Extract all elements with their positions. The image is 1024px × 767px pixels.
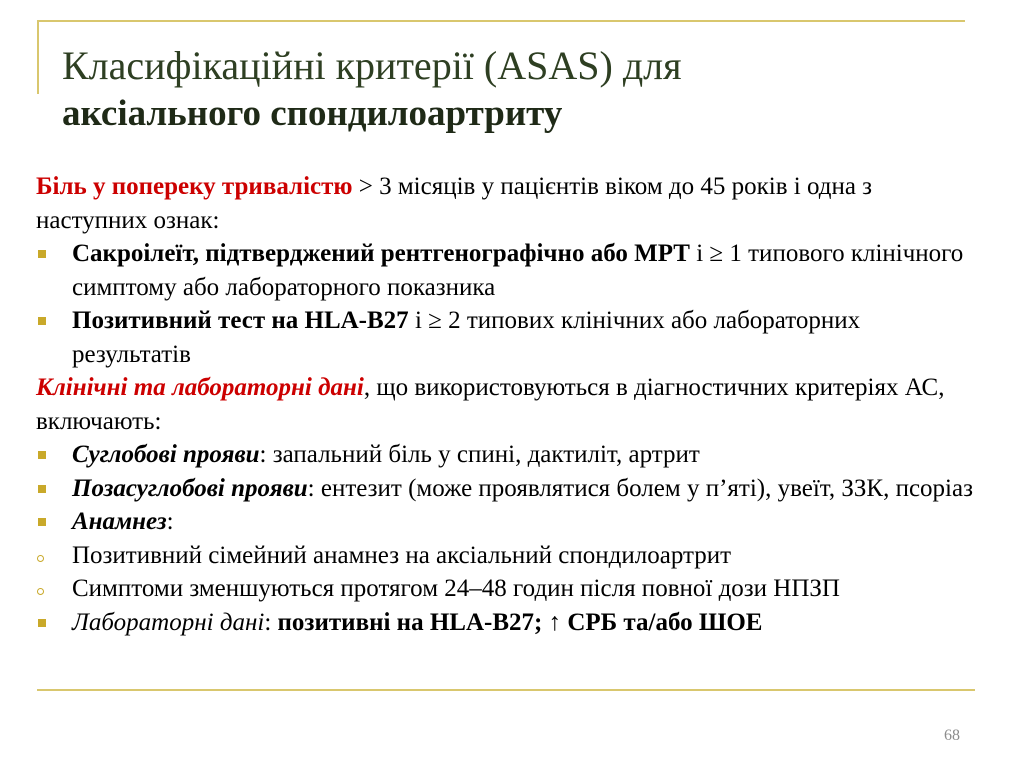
- clinical-data-highlight: Клінічні та лабораторні дані: [36, 374, 364, 401]
- slide-title: [62, 42, 682, 138]
- frame-top-line: [37, 20, 965, 22]
- frame-left-line: [37, 20, 39, 94]
- frame-bottom-line: [37, 689, 975, 691]
- sub-item-nsaid-response: [36, 572, 981, 606]
- item-text: Симптоми зменшуються протягом 24–48 годин після повної дози НПЗП: [72, 575, 840, 602]
- list-item-joint: [36, 438, 981, 472]
- page-number: 68: [944, 727, 960, 744]
- square-bullet-icon: [38, 485, 46, 493]
- clinical-paragraph: [36, 371, 981, 438]
- item-text: і ≥ 1 типового клінічного симптому або лабораторного показника: [72, 240, 964, 301]
- square-bullet-icon: [38, 250, 46, 258]
- intro-text: > 3 місяців у пацієнтів віком до 45 років і одна з наступних ознак:: [36, 173, 873, 234]
- item-text: і ≥ 2 типових клінічних або лабораторних результатів: [72, 307, 861, 368]
- item-label: Лабораторні дані: [72, 608, 265, 636]
- intro-paragraph: [36, 170, 981, 237]
- square-bullet-icon: [38, 317, 46, 325]
- title-line-1: Класифікаційні критерії (ASAS) для: [62, 43, 682, 88]
- item-bold: Позитивний тест на HLA-B27: [72, 307, 409, 334]
- item-label: Анамнез: [72, 508, 167, 535]
- item-label: Суглобові прояви: [72, 441, 260, 468]
- item-bold: позитивні на HLA-B27; ↑ СРБ та/або ШОЕ: [277, 608, 763, 636]
- list-item-lab-data: [36, 606, 981, 640]
- item-text: :: [264, 608, 278, 636]
- slide-content: [36, 170, 981, 639]
- pain-duration-highlight: Біль у попереку тривалістю: [36, 173, 353, 200]
- clinical-text: , що використовуються в діагностичних критеріях АС, включають:: [36, 374, 945, 435]
- title-line-2: аксіального спондилоартриту: [62, 93, 563, 134]
- ring-bullet-icon: [37, 555, 44, 562]
- item-label: Позасуглобові прояви: [72, 474, 308, 502]
- ring-bullet-icon: [37, 588, 44, 595]
- item-text: : ентезит (може проявлятися болем у п’яті), увеїт, ЗЗК, псоріаз: [307, 474, 973, 502]
- item-text: :: [166, 508, 174, 535]
- square-bullet-icon: [38, 619, 46, 627]
- item-text: Позитивний сімейний анамнез на аксіальний спондилоартрит: [72, 541, 732, 569]
- sub-item-family-history: [36, 539, 981, 573]
- list-item-anamnesis: [36, 505, 981, 539]
- item-text: : запальний біль у спині, дактиліт, артрит: [259, 441, 700, 468]
- list-item-sacroiliitis: [36, 237, 981, 304]
- item-bold: Сакроілеїт, підтверджений рентгенографічно або МРТ: [72, 240, 690, 267]
- square-bullet-icon: [38, 518, 46, 526]
- list-item-extra-articular: [36, 472, 981, 506]
- list-item-hla-b27: [36, 304, 981, 371]
- square-bullet-icon: [38, 451, 46, 459]
